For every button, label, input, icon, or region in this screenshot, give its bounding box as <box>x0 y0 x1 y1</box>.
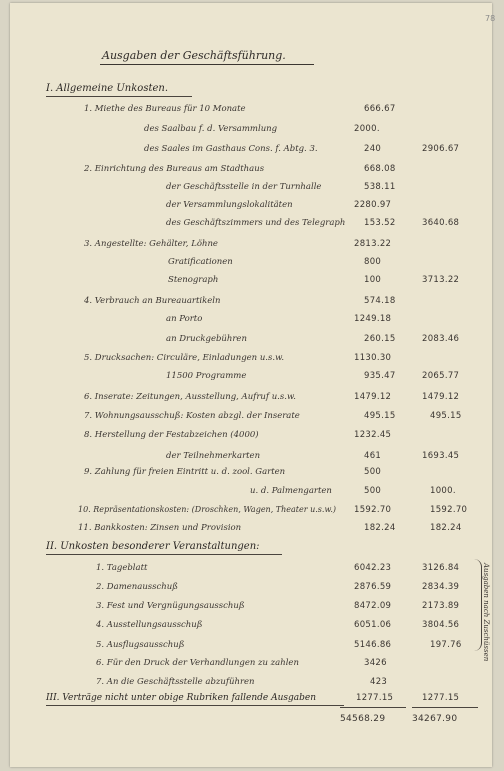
ledger-entry-text: 5. Ausflugsausschuß <box>96 640 185 650</box>
ledger-entry-text: 6. Inserate: Zeitungen, Ausstellung, Aufruf u.s.w. <box>84 392 296 402</box>
grand-total-amount: 54568.29 <box>340 714 386 724</box>
ledger-amount: 668.08 <box>364 164 396 174</box>
ledger-amount: 538.11 <box>364 182 396 192</box>
ledger-total: 2083.46 <box>422 334 460 344</box>
ledger-amount: 500 <box>364 486 382 496</box>
ledger-entry-text: 7. Wohnungsausschuß: Kosten abzgl. der Inserate <box>84 411 300 421</box>
ledger-amount: 1249.18 <box>354 314 392 324</box>
ledger-amount: 461 <box>364 451 382 461</box>
ledger-entry-text: 4. Ausstellungsausschuß <box>96 620 203 630</box>
ledger-amount: 3426 <box>364 658 387 668</box>
ledger-entry-text: an Druckgebühren <box>166 334 247 344</box>
section-underline <box>46 705 344 706</box>
ledger-amount: 100 <box>364 275 382 285</box>
ledger-amount: 1592.70 <box>354 505 392 515</box>
ledger-amount: 495.15 <box>364 411 396 421</box>
section-underline <box>46 554 282 555</box>
ledger-amount: 260.15 <box>364 334 396 344</box>
ledger-entry-text: des Geschäftszimmers und des Telegraph <box>166 218 346 228</box>
ledger-amount: 1277.15 <box>356 693 394 703</box>
ledger-amount: 6042.23 <box>354 563 392 573</box>
sum-rule <box>340 707 406 708</box>
ledger-entry-text: u. d. Palmengarten <box>250 486 332 496</box>
ledger-amount: 935.47 <box>364 371 396 381</box>
ledger-amount: 574.18 <box>364 296 396 306</box>
ledger-total: 2834.39 <box>422 582 460 592</box>
ledger-amount: 666.67 <box>364 104 396 114</box>
page-title: Ausgaben der Geschäftsführung. <box>102 49 286 62</box>
ledger-entry-text: an Porto <box>166 314 203 324</box>
ledger-amount: 5146.86 <box>354 640 392 650</box>
ledger-total: 1000. <box>430 486 456 496</box>
ledger-entry-text: 4. Verbrauch an Bureauartikeln <box>84 296 221 306</box>
ledger-amount: 1479.12 <box>354 392 392 402</box>
ledger-amount: 153.52 <box>364 218 396 228</box>
ledger-amount: 6051.06 <box>354 620 392 630</box>
ledger-total: 1277.15 <box>422 693 460 703</box>
ledger-entry-text: des Saalbau f. d. Versammlung <box>144 124 278 134</box>
ledger-total: 3804.56 <box>422 620 460 630</box>
ledger-total: 2065.77 <box>422 371 460 381</box>
section-heading-sonstige-ausgaben: III. Verträge nicht unter obige Rubriken fallende Ausgaben <box>46 693 317 703</box>
ledger-amount: 423 <box>370 677 388 687</box>
ledger-page <box>10 3 496 767</box>
ledger-entry-text: 8. Herstellung der Festabzeichen (4000) <box>84 430 259 440</box>
bracket-mark <box>474 559 482 651</box>
ledger-entry-text: der Versammlungslokalitäten <box>166 200 293 210</box>
ledger-total: 182.24 <box>430 523 462 533</box>
ledger-total: 3640.68 <box>422 218 460 228</box>
section-heading-allgemeine-unkosten: I. Allgemeine Unkosten. <box>46 83 169 94</box>
grand-total: 34267.90 <box>412 714 458 724</box>
ledger-entry-text: Gratificationen <box>168 257 233 267</box>
ledger-entry-text: Stenograph <box>168 275 219 285</box>
ledger-total: 3713.22 <box>422 275 460 285</box>
ledger-entry-text: 5. Drucksachen: Circuläre, Einladungen u.s.w. <box>84 353 285 363</box>
ledger-entry-text: 3. Angestellte: Gehälter, Löhne <box>84 239 218 249</box>
ledger-entry-text: 9. Zahlung für freien Eintritt u. d. zool. Garten <box>84 467 286 477</box>
section-heading-besondere-veranstaltungen: II. Unkosten besonderer Veranstaltungen: <box>46 541 260 552</box>
ledger-amount: 1130.30 <box>354 353 392 363</box>
ledger-amount: 240 <box>364 144 382 154</box>
ledger-amount: 8472.09 <box>354 601 392 611</box>
ledger-amount: 2280.97 <box>354 200 392 210</box>
ledger-entry-text: 2. Damenausschuß <box>96 582 178 592</box>
ledger-amount: 2000. <box>354 124 380 134</box>
ledger-amount: 182.24 <box>364 523 396 533</box>
sum-rule <box>412 707 478 708</box>
page-number: 78 <box>485 14 496 23</box>
ledger-amount: 800 <box>364 257 382 267</box>
ledger-entry-text: der Geschäftsstelle in der Turnhalle <box>166 182 322 192</box>
ledger-entry-text: der Teilnehmerkarten <box>166 451 261 461</box>
ledger-entry-text: 11500 Programme <box>166 371 247 381</box>
ledger-amount: 1232.45 <box>354 430 392 440</box>
ledger-entry-text: des Saales im Gasthaus Cons. f. Abtg. 3. <box>144 144 318 154</box>
ledger-amount: 2813.22 <box>354 239 392 249</box>
ledger-entry-text: 11. Bankkosten: Zinsen und Provision <box>78 523 242 533</box>
ledger-total: 2906.67 <box>422 144 460 154</box>
ledger-entry-text: 6. Für den Druck der Verhandlungen zu zahlen <box>96 658 299 668</box>
ledger-entry-text: 10. Repräsentationskosten: (Droschken, Wagen, Theater u.s.w.) <box>78 505 337 514</box>
section-underline <box>46 96 192 97</box>
ledger-entry-text: 3. Fest und Vergnügungsausschuß <box>96 601 245 611</box>
margin-note: Ausgaben nach Zuschüssen <box>482 563 490 662</box>
ledger-total: 1693.45 <box>422 451 460 461</box>
ledger-entry-text: 2. Einrichtung des Bureaus am Stadthaus <box>84 164 265 174</box>
ledger-total: 1592.70 <box>430 505 468 515</box>
ledger-total: 495.15 <box>430 411 462 421</box>
ledger-total: 1479.12 <box>422 392 460 402</box>
ledger-total: 2173.89 <box>422 601 460 611</box>
ledger-total: 3126.84 <box>422 563 460 573</box>
ledger-entry-text: 7. An die Geschäftsstelle abzuführen <box>96 677 255 687</box>
ledger-amount: 500 <box>364 467 382 477</box>
ledger-amount: 2876.59 <box>354 582 392 592</box>
ledger-entry-text: 1. Tageblatt <box>96 563 148 573</box>
ledger-total: 197.76 <box>430 640 462 650</box>
title-underline <box>100 64 314 65</box>
ledger-entry-text: 1. Miethe des Bureaus für 10 Monate <box>84 104 246 114</box>
